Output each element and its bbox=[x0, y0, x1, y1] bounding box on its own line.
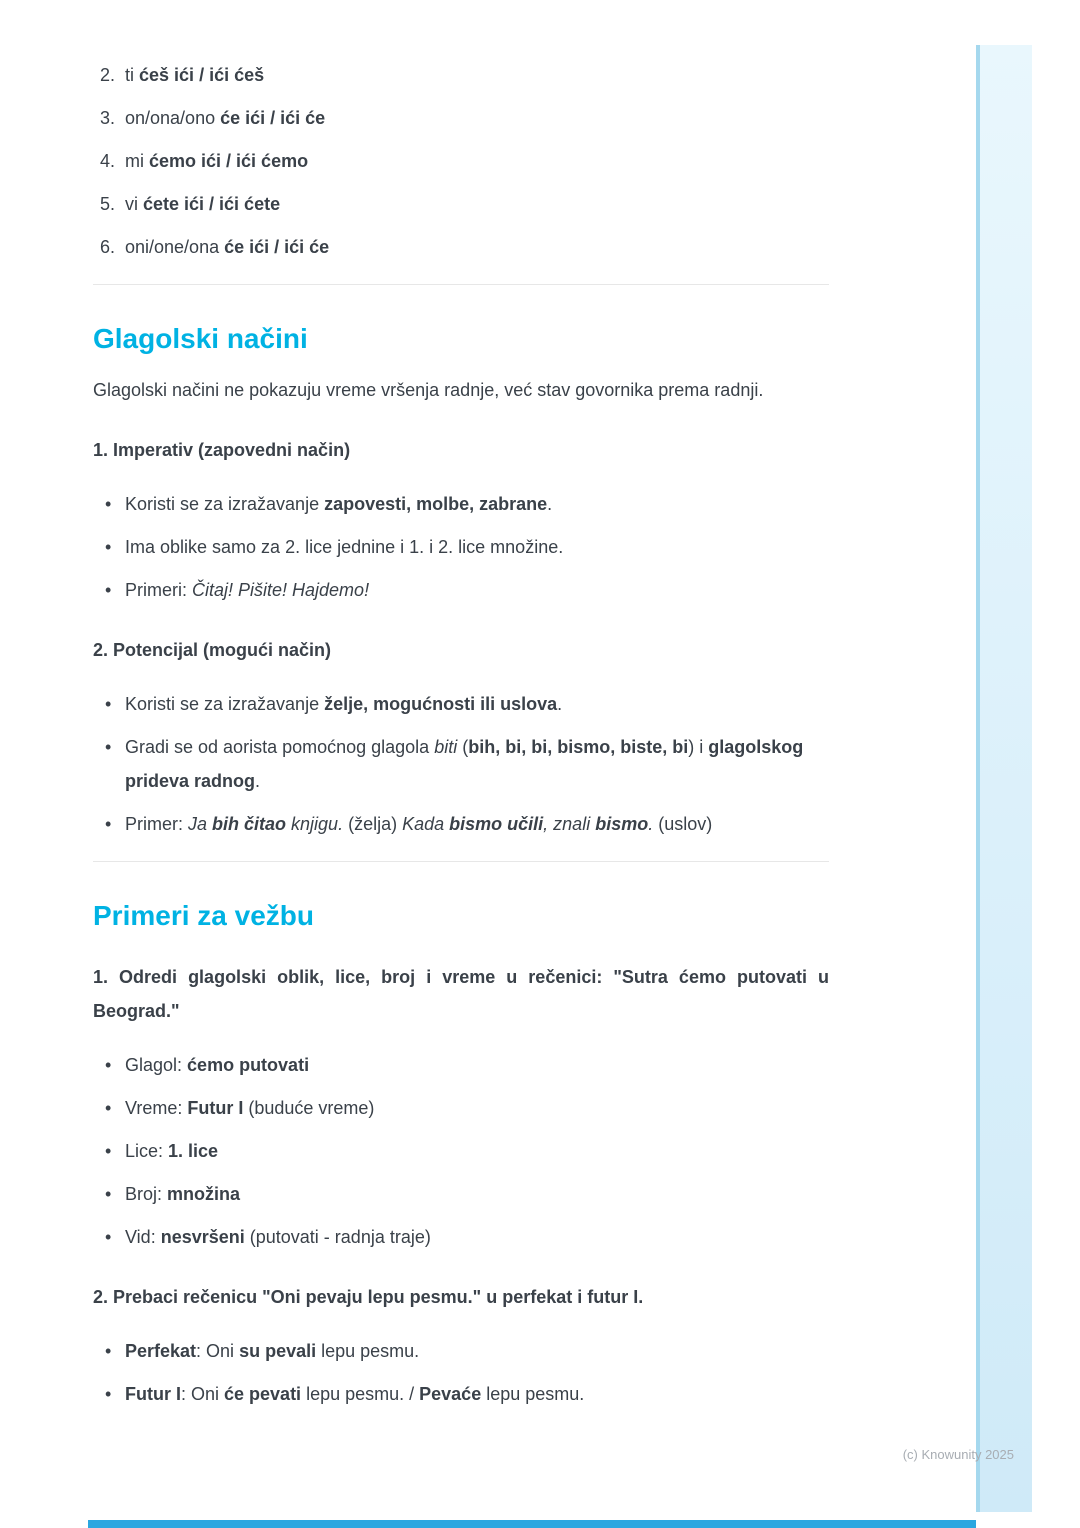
list-item bbox=[125, 1334, 829, 1368]
text-segment: mi bbox=[125, 151, 149, 171]
text-segment: su pevali bbox=[239, 1341, 317, 1361]
text-segment: množina bbox=[167, 1184, 241, 1204]
list-item bbox=[125, 687, 829, 721]
text-segment: Primeri: bbox=[125, 580, 192, 600]
text-segment: 2. Potencijal (mogući način) bbox=[93, 640, 332, 660]
ordered-list bbox=[93, 58, 829, 264]
sub-heading bbox=[93, 1280, 829, 1314]
text-segment: Perfekat bbox=[125, 1341, 197, 1361]
text-segment: bih čitao bbox=[212, 814, 287, 834]
text-segment: Glagol: bbox=[125, 1055, 188, 1075]
list-item bbox=[125, 807, 829, 841]
bullet-list bbox=[93, 1334, 829, 1411]
section-divider bbox=[93, 284, 829, 285]
text-segment: ćemo ići / ići ćemo bbox=[149, 151, 309, 171]
list-item bbox=[125, 101, 829, 135]
section-divider bbox=[93, 861, 829, 862]
text-segment: želje, mogućnosti ili uslova bbox=[324, 694, 558, 714]
text-segment: Vreme: bbox=[125, 1098, 188, 1118]
section-heading: Glagolski načini bbox=[93, 323, 308, 354]
text-segment: vi bbox=[125, 194, 143, 214]
text-segment: bih, bi, bi, bismo, biste, bi bbox=[468, 737, 689, 757]
sub-heading bbox=[93, 433, 829, 467]
text-segment: Broj: bbox=[125, 1184, 168, 1204]
bullet-list bbox=[93, 1048, 829, 1254]
text-segment: (putovati - radnja traje) bbox=[244, 1227, 431, 1247]
text-segment: ti bbox=[125, 65, 140, 85]
text-segment: 1. Imperativ (zapovedni način) bbox=[93, 440, 351, 460]
text-segment: 1. lice bbox=[168, 1141, 219, 1161]
text-segment: . bbox=[547, 494, 553, 514]
text-segment: ćeš ići / ići ćeš bbox=[139, 65, 265, 85]
text-segment: 1. Odredi glagolski oblik, lice, broj i vreme u rečenici: "Sutra ćemo putovati u Beograd." bbox=[93, 967, 829, 1021]
text-segment: će ići / ići će bbox=[224, 237, 330, 257]
text-segment: ) i bbox=[688, 737, 709, 757]
text-segment: : Oni bbox=[181, 1384, 225, 1404]
decorative-right-strip bbox=[976, 45, 1032, 1512]
text-segment: : Oni bbox=[196, 1341, 240, 1361]
text-segment: biti bbox=[434, 737, 458, 757]
text-segment: Čitaj! Pišite! Hajdemo! bbox=[192, 580, 370, 600]
list-item bbox=[125, 487, 829, 521]
list-item bbox=[125, 1177, 829, 1211]
text-segment: Lice: bbox=[125, 1141, 169, 1161]
text-segment: Koristi se za izražavanje bbox=[125, 494, 325, 514]
text-segment: bismo bbox=[595, 814, 649, 834]
text-segment: (buduće vreme) bbox=[243, 1098, 375, 1118]
list-item bbox=[125, 58, 829, 92]
list-item bbox=[125, 530, 829, 564]
sub-heading bbox=[93, 960, 829, 1028]
bullet-list bbox=[93, 487, 829, 607]
list-item bbox=[125, 1220, 829, 1254]
list-item bbox=[125, 230, 829, 264]
text-segment: bismo učili bbox=[449, 814, 544, 834]
text-segment: Pevaće bbox=[419, 1384, 482, 1404]
text-segment: lepu pesmu. bbox=[316, 1341, 420, 1361]
text-segment: glagolskog prideva radnog bbox=[125, 737, 804, 791]
text-segment: knjigu. bbox=[286, 814, 344, 834]
text-segment: Primer: bbox=[125, 814, 188, 834]
bottom-accent-bar bbox=[88, 1520, 976, 1528]
list-item bbox=[125, 1134, 829, 1168]
text-segment: Vid: bbox=[125, 1227, 161, 1247]
text-segment: , znali bbox=[543, 814, 596, 834]
bullet-list bbox=[93, 687, 829, 841]
text-segment: će pevati bbox=[224, 1384, 302, 1404]
text-segment: (želja) bbox=[343, 814, 403, 834]
watermark: (c) Knowunity 2025 bbox=[902, 1447, 1014, 1462]
text-segment: ćete ići / ići ćete bbox=[143, 194, 281, 214]
text-segment: će ići / ići će bbox=[220, 108, 326, 128]
text-segment: on/ona/ono bbox=[125, 108, 221, 128]
text-segment: lepu pesmu. / bbox=[301, 1384, 420, 1404]
paragraph bbox=[93, 373, 829, 407]
text-segment: Futur I bbox=[125, 1384, 181, 1404]
text-segment: zapovesti, molbe, zabrane bbox=[324, 494, 548, 514]
text-segment: Ja bbox=[188, 814, 213, 834]
text-segment: . bbox=[557, 694, 563, 714]
text-segment: Kada bbox=[402, 814, 450, 834]
list-item bbox=[125, 573, 829, 607]
text-segment: nesvršeni bbox=[160, 1227, 245, 1247]
list-item bbox=[125, 1048, 829, 1082]
text-segment: Koristi se za izražavanje bbox=[125, 694, 325, 714]
list-item bbox=[125, 1091, 829, 1125]
text-segment: Glagolski načini ne pokazuju vreme vršenja radnje, već stav govornika prema radnji. bbox=[93, 380, 764, 400]
text-segment: . bbox=[648, 814, 654, 834]
list-item bbox=[125, 144, 829, 178]
text-segment: oni/one/ona bbox=[125, 237, 225, 257]
text-segment: (uslov) bbox=[653, 814, 713, 834]
text-segment: Ima oblike samo za 2. lice jednine i 1. i 2. lice množine. bbox=[125, 537, 564, 557]
text-segment: Futur I bbox=[187, 1098, 244, 1118]
section-heading: Primeri za vežbu bbox=[93, 900, 314, 931]
text-segment: lepu pesmu. bbox=[481, 1384, 585, 1404]
text-segment: ćemo putovati bbox=[187, 1055, 310, 1075]
list-item bbox=[125, 1377, 829, 1411]
text-segment: ( bbox=[457, 737, 469, 757]
text-segment: Gradi se od aorista pomoćnog glagola bbox=[125, 737, 435, 757]
document-content bbox=[93, 58, 829, 1420]
list-item bbox=[125, 187, 829, 221]
text-segment: 2. Prebaci rečenicu "Oni pevaju lepu pesmu." u perfekat i futur I. bbox=[93, 1287, 644, 1307]
text-segment: . bbox=[255, 771, 261, 791]
list-item bbox=[125, 730, 829, 798]
sub-heading bbox=[93, 633, 829, 667]
